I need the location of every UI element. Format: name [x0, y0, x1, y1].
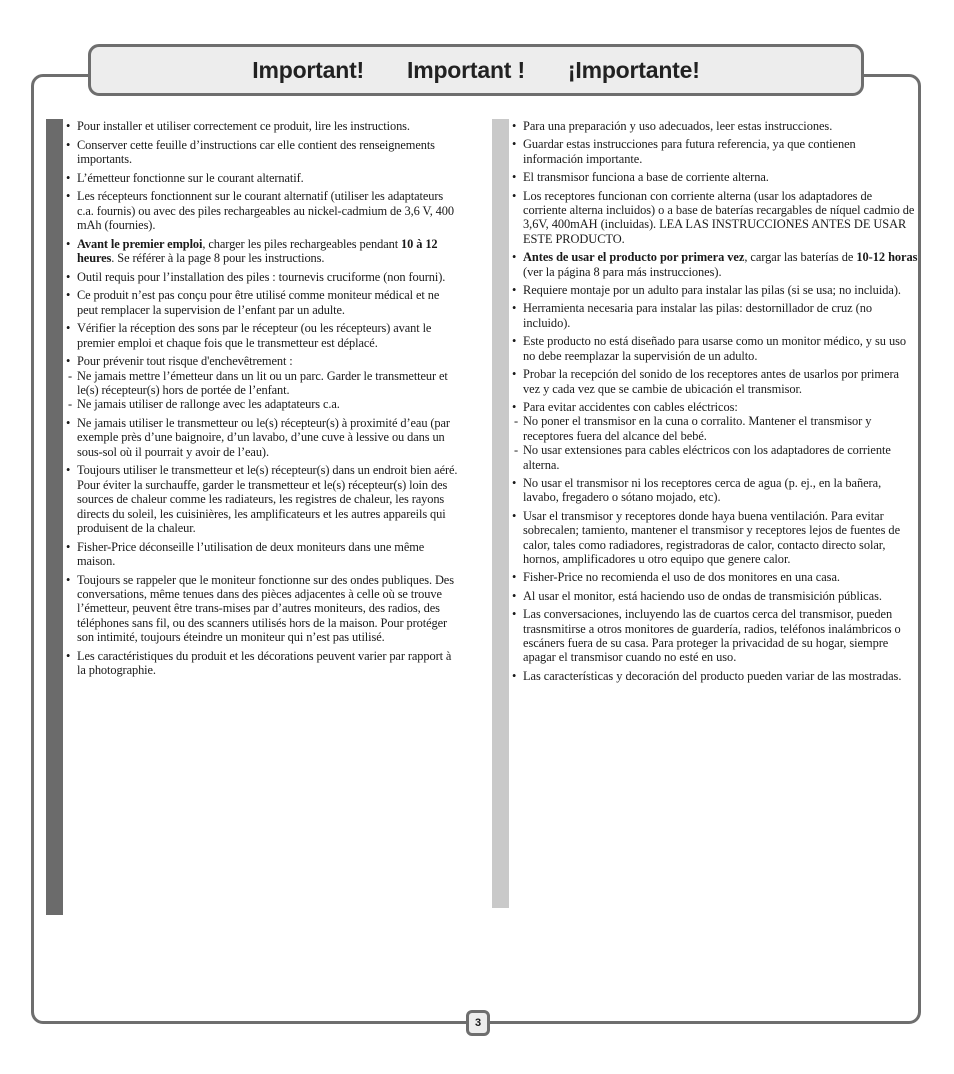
list-item: • Al usar el monitor, está haciendo uso de ondas de transmisición públicas. — [512, 588, 882, 603]
spanish-list — [511, 119, 918, 687]
list-item: • El transmisor funciona a base de corriente alterna. — [512, 170, 769, 185]
list-item: • Conserver cette feuille d’instructions car elle contient des renseignements importants. — [66, 137, 435, 166]
list-item: • Les récepteurs fonctionnent sur le courant alternatif (utiliser les adaptateurs c.a. fournis) ou avec des piles rechargeables au nickel-cadmium de 3,6 V, 400 mAh (fournies). — [66, 189, 454, 232]
list-item: • Este producto no está diseñado para usarse como un monitor médico, y su uso no debe reemplazar la supervisión de un adulto. — [512, 334, 907, 363]
list-item: • Fisher-Price no recomienda el uso de dos monitores en una casa. — [512, 570, 840, 585]
spanish-column-bar — [492, 119, 509, 908]
list-item: • Herramienta necesaria para instalar las pilas: destornillador de cruz (no incluido). — [512, 301, 872, 330]
list-item: • Las conversaciones, incluyendo las de cuartos cerca del transmisor, pueden trasnsmitirse a otros monitores de guardería, radios, teléfonos inalámbricos o escáners fuera de su casa. Para proteger la privacidad de su hogar, siempre apagar el transmisor cuando no esté en uso. — [512, 607, 901, 665]
list-item: • Outil requis pour l’installation des piles : tournevis cruciforme (non fourni). — [66, 269, 446, 284]
page-number: 3 — [466, 1010, 490, 1036]
list-item: • Ce produit n’est pas conçu pour être utilisé comme moniteur médical et ne peut remplacer la supervision de l’enfant par un adulte. — [66, 288, 440, 317]
list-item: • Probar la recepción del sonido de los receptores antes de usarlos por primera vez y cada vez que se cambie de ubicación el transmisor. — [512, 367, 899, 396]
sub-item: - No usar extensiones para cables eléctricos con los adaptadores de corriente alterna. — [514, 443, 891, 472]
list-item: • Fisher-Price déconseille l’utilisation de deux moniteurs dans une même maison. — [66, 539, 425, 569]
header-banner — [88, 44, 864, 96]
page-title — [252, 57, 699, 84]
french-column-bar — [46, 119, 63, 915]
sub-item: - Ne jamais utiliser de rallonge avec les adaptateurs c.a. — [68, 397, 340, 412]
list-item: • Para una preparación y uso adecuados, leer estas instrucciones. — [512, 119, 833, 133]
list-item: • Las características y decoración del producto pueden variar de las mostradas. — [512, 668, 902, 683]
title-spanish: ¡Importante! — [567, 56, 700, 83]
list-item: • Ne jamais utiliser le transmetteur ou le(s) récepteur(s) à proximité d’eau (par exemple près d’une baignoire, d’un lavabo, d’une cuve à lessive ou dans un sous-sol où il pourrait y avoir de l’eau). — [66, 416, 450, 459]
french-list — [65, 119, 462, 682]
list-item: • Vérifier la réception des sons par le récepteur (ou les récepteurs) avant le premier emploi et chaque fois que le transmetteur est déplacé. — [66, 321, 432, 350]
list-item: • L’émetteur fonctionne sur le courant alternatif. — [66, 170, 304, 185]
sub-item: - No poner el transmisor en la cuna o corralito. Mantener el transmisor y receptores fuera del alcance del bebé. — [514, 414, 872, 443]
list-item: • Antes de usar el producto por primera vez, cargar las baterías de 10-12 horas (ver la página 8 para más instrucciones). — [512, 250, 918, 279]
title-english: Important! — [252, 56, 365, 83]
list-item: • Requiere montaje por un adulto para instalar las pilas (si se usa; no incluida). — [512, 283, 901, 298]
list-item: • Toujours se rappeler que le moniteur fonctionne sur des ondes publiques. Des conversations, même tenues dans des pièces adjacentes à celle où se trouve l’émetteur, peuvent être trans-mises par d’autres moniteurs, des radios, des téléphones sans fil, ou des scanners utilisés hors de la maison. Pour protéger son intimité, toujours éteindre un moniteur qui n’est pas utilisé. — [66, 572, 454, 645]
list-item: • Usar el transmisor y receptores donde haya buena ventilación. Para evitar sobrecalen; tamiento, mantener el transmisor y receptores lejos de fuentes de calor, tales como radiadores, registradoras de calor, contacto directo solar, hornos, amplificadores u otro equipo que genere calor. — [512, 508, 901, 566]
list-item: • Los receptores funcionan con corriente alterna (usar los adaptadores de corriente alterna incluidos) o a base de baterías recargables de níquel cadmio de 3,6V, 400mAH (incluidas). LEA LAS INSTRUCCIONES ANTES DE USAR ESTE PRODUCTO. — [512, 188, 915, 246]
list-item: • No usar el transmisor ni los receptores cerca de agua (p. ej., en la bañera, lavabo, fregadero o sótano mojado, etc). — [512, 475, 882, 505]
list-item: • Para evitar accidentes con cables eléctricos: - No poner el transmisor en la cuna o corralito. Mantener el transmisor y receptores fuera del alcance del bebé. - No usar extensiones para cables eléctricos con los adaptadores de corriente alterna. — [511, 400, 918, 472]
list-item: • Avant le premier emploi, charger les piles rechargeables pendant 10 à 12 heures. Se référer à la page 8 pour les instructions. — [66, 236, 438, 265]
list-item: • Toujours utiliser le transmetteur et le(s) récepteur(s) dans un endroit bien aéré. Pour éviter la surchauffe, garder le transmetteur et le(s) récepteur(s) loin des sources de chaleur comme les radiateurs, les registres de chaleur, les rayons directs du soleil, les cuisinières, les amplificateurs et les autres appareils qui produisent de la chaleur. — [66, 463, 458, 536]
list-item: • Guardar estas instrucciones para futura referencia, ya que contienen información importante. — [512, 137, 856, 166]
list-item: • Pour prévenir tout risque d'enchevêtrement : - Ne jamais mettre l’émetteur dans un lit ou un parc. Garder le transmetteur et le(s) récepteur(s) hors de portée de l’enfant. - Ne jamais utiliser de rallonge avec les adaptateurs c.a. — [65, 354, 462, 412]
list-item: • Pour installer et utiliser correctement ce produit, lire les instructions. — [66, 119, 410, 133]
sub-item: - Ne jamais mettre l’émetteur dans un lit ou un parc. Garder le transmetteur et le(s) récepteur(s) hors de portée de l’enfant. — [68, 368, 448, 397]
title-french: Important ! — [407, 56, 525, 83]
list-item: • Les caractéristiques du produit et les décorations peuvent varier par rapport à la photographie. — [66, 648, 452, 678]
